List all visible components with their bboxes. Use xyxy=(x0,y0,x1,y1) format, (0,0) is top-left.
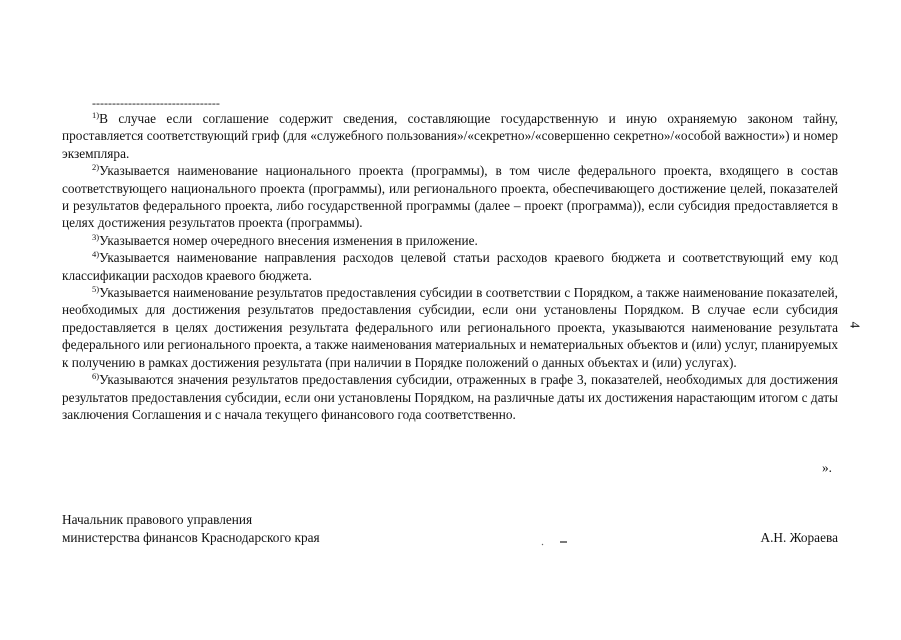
signatory-position-line-1: Начальник правового управления xyxy=(62,512,253,527)
signatory-name: А.Н. Жораева xyxy=(760,530,838,545)
closing-quote: ». xyxy=(822,460,832,475)
footnote-text: В случае если соглашение содержит сведения, составляющие государственную и иную охраняемую законом тайну, проставляется соответствующий гриф (для «служебного пользования»/«секретно»/«совершенно секретно»/«особой важности») и номер экземпляра. xyxy=(62,111,838,161)
signatory-position-line-2: министерства финансов Краснодарского края xyxy=(62,530,320,545)
footnote-6 xyxy=(62,371,838,423)
footnote-1 xyxy=(62,110,838,162)
footnote-marker: 6) xyxy=(92,371,100,382)
footnote-text: Указывается наименование результатов предоставления субсидии в соответствии с Порядком, а также наименование показателей, необходимых для достижения результатов предоставления субсидии, если они установлены Порядком. В случае если субсидия предоставляется в целях достижения результата федерального или регионального проекта, указываются наименование результата федерального или регионального проекта, а также наименования материальных и нематериальных объектов и (или) услуг, планируемых к получению в рамках достижения результата (при наличии в Порядке положений о данных объектах и (или) услугах). xyxy=(62,285,838,370)
footnote-separator: -------------------------------- xyxy=(92,96,220,110)
footnotes-block xyxy=(62,110,838,423)
footnote-marker: 3) xyxy=(92,231,100,242)
footnote-text: Указывается номер очередного внесения изменения в приложение. xyxy=(99,232,478,248)
footnote-text: Указывается наименование национального проекта (программы), в том числе федерального проекта, входящего в состав соответствующего национального проекта (программы), или регионального проекта, обеспечивающего достижение целей, показателей и результатов федерального проекта, либо государственной программы (далее – проект (программа)), если субсидия предоставляется в целях достижения результатов проекта (программы). xyxy=(62,163,838,231)
footnote-3 xyxy=(62,232,838,249)
footnote-marker: 4) xyxy=(92,249,100,260)
footnote-4 xyxy=(62,249,838,284)
footnote-5 xyxy=(62,284,838,371)
footnote-marker: 5) xyxy=(92,284,100,295)
page-number: 4 xyxy=(847,321,863,329)
footnote-text: Указывается наименование направления расходов целевой статьи расходов краевого бюджета и соответствующий ему код классификации расходов краевого бюджета. xyxy=(62,250,838,283)
footnote-text: Указываются значения результатов предоставления субсидии, отраженных в графе 3, показателей, необходимых для достижения результатов предоставления субсидии, если они установлены Порядком, на различные даты их достижения нарастающим итогом с даты заключения Соглашения и с начала текущего финансового года соответственно. xyxy=(62,372,838,422)
signature-mark xyxy=(540,528,570,548)
footnote-marker: 2) xyxy=(92,162,100,173)
signatory-position xyxy=(62,511,320,547)
footnote-2 xyxy=(62,162,838,232)
footnote-marker: 1) xyxy=(92,110,100,120)
